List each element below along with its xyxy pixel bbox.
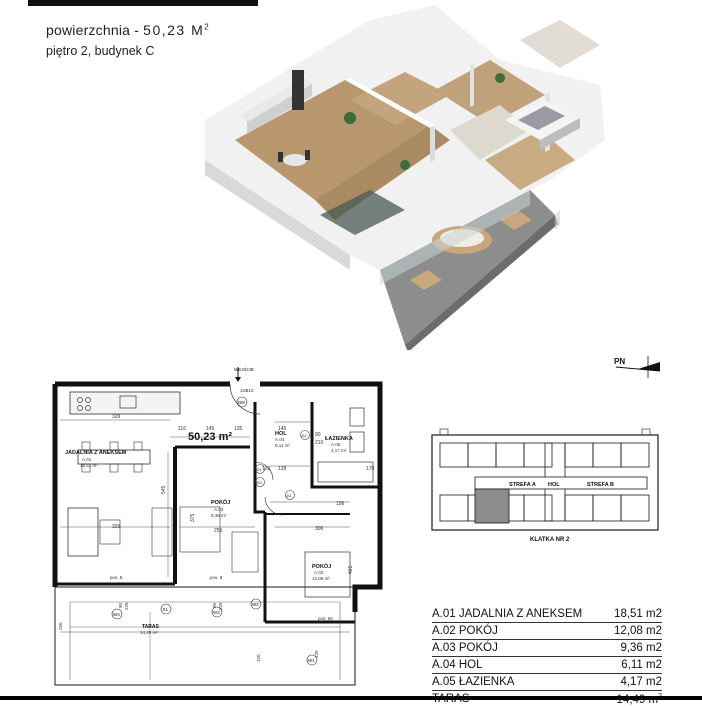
tag-d2: D2 bbox=[302, 433, 308, 438]
area-row-value: 4,17 m2 bbox=[606, 674, 662, 691]
hall-area: 6,11 m² bbox=[275, 443, 290, 448]
dim-250: 250 bbox=[58, 622, 63, 630]
area-row-value: 12,08 m2 bbox=[606, 623, 662, 640]
room3-code: A.03 bbox=[214, 507, 224, 512]
floor-plan bbox=[50, 362, 400, 692]
terrace-name: TARAS bbox=[142, 624, 160, 630]
dim-545: 545 bbox=[161, 485, 167, 494]
dim-135: 135 bbox=[234, 426, 243, 432]
tag-w1: W1 bbox=[308, 658, 315, 663]
building-key-plan bbox=[405, 425, 675, 545]
dim-120-a: 120 bbox=[262, 466, 271, 472]
dim-90: 90 bbox=[315, 432, 321, 438]
dim-255: 255 bbox=[214, 528, 223, 534]
living-room-area: 18,51 m² bbox=[80, 463, 98, 468]
dim-120-c: 120 bbox=[256, 654, 261, 662]
dim-145-a: 145 bbox=[206, 426, 215, 432]
table-row bbox=[432, 640, 662, 657]
area-row-value: 18,51 m2 bbox=[606, 606, 662, 623]
dim-210-a: 210 bbox=[246, 388, 254, 393]
plan-total-area: 50,23 m² bbox=[188, 431, 232, 443]
hall-name: HOL bbox=[275, 431, 287, 437]
area-row-label: A.04 HOL bbox=[432, 657, 606, 674]
area-table bbox=[432, 606, 662, 707]
dim-120-b: 120 bbox=[314, 650, 319, 658]
dim-196: 196 bbox=[336, 501, 345, 507]
tag-d1-b: D1 bbox=[287, 493, 293, 498]
room2-name: POKÓJ bbox=[312, 562, 331, 570]
dim-128: 128 bbox=[278, 466, 287, 472]
tag-pos58: pos. 58 bbox=[318, 616, 333, 621]
area-heading-value: 50,23 M bbox=[143, 22, 204, 38]
bath-area: 4,17 m² bbox=[331, 448, 347, 453]
tag-pos8-b: pos. 8 bbox=[210, 575, 223, 580]
tag-w3: W3 bbox=[213, 610, 220, 615]
north-label: PN bbox=[614, 357, 625, 366]
dim-225: 225 bbox=[124, 602, 129, 610]
bath-name: ŁAZIENKA bbox=[325, 436, 353, 442]
tag-s1: S1 bbox=[163, 607, 169, 612]
dim-401: 401 bbox=[348, 565, 354, 574]
keyplan-zone-b: STREFA B bbox=[587, 482, 614, 488]
tag-d1-a: D1 bbox=[257, 467, 263, 472]
area-heading-label: powierzchnia - bbox=[46, 22, 143, 38]
tag-w2: W2 bbox=[252, 602, 259, 607]
keyplan-hol: HOL bbox=[548, 482, 560, 488]
living-room-code: A.01 bbox=[82, 457, 92, 462]
room3-name: POKÓJ bbox=[211, 498, 230, 506]
table-row bbox=[432, 657, 662, 674]
tag-dm: DM bbox=[238, 400, 245, 405]
north-arrow-icon bbox=[608, 350, 668, 380]
tag-pos8-a: pos. 8 bbox=[110, 575, 123, 580]
dim-210-b: 210 bbox=[315, 440, 324, 446]
table-row bbox=[432, 623, 662, 640]
hall-code: A.04 bbox=[275, 437, 285, 442]
table-row bbox=[432, 606, 662, 623]
bath-code: A.05 bbox=[331, 442, 341, 447]
area-heading-unit: 2 bbox=[204, 22, 209, 31]
room3-area: 9,36 m² bbox=[211, 513, 227, 518]
dim-375: 375 bbox=[190, 513, 196, 522]
dim-90-b: 90 bbox=[118, 602, 123, 608]
entry-label: WEJŚCIE bbox=[234, 365, 254, 372]
dim-306: 306 bbox=[315, 526, 324, 532]
dim-225-b: 225 bbox=[218, 602, 223, 610]
room2-area: 12,08 m² bbox=[312, 576, 330, 581]
apartment-3d-render bbox=[200, 0, 630, 350]
bottom-border bbox=[0, 696, 702, 700]
area-row-label: A.01 JADALNIA Z ANEKSEM bbox=[432, 606, 606, 623]
dim-170: 170 bbox=[366, 466, 375, 472]
terrace-area: 14,49 m² bbox=[140, 630, 158, 635]
area-row-label: A.02 POKÓJ bbox=[432, 623, 606, 640]
table-row bbox=[432, 674, 662, 691]
dim-329-bottom: 329 bbox=[112, 524, 121, 530]
area-row-value: 6,11 m2 bbox=[606, 657, 662, 674]
area-row-value: 9,36 m2 bbox=[606, 640, 662, 657]
dim-90-c: 90 bbox=[212, 602, 217, 608]
area-row-label: A.03 POKÓJ bbox=[432, 640, 606, 657]
dim-116: 116 bbox=[178, 426, 186, 432]
keyplan-stair: KLATKA NR 2 bbox=[530, 537, 570, 543]
tag-d3: D3 bbox=[257, 480, 263, 485]
dim-329-top: 329 bbox=[112, 414, 121, 420]
room2-code: A.02 bbox=[314, 570, 324, 575]
floor-building-line: piętro 2, budynek C bbox=[46, 44, 154, 58]
dim-104: 104 bbox=[240, 388, 248, 393]
living-room-name: JADALNIA Z ANEKSEM bbox=[65, 450, 127, 456]
area-heading bbox=[46, 22, 209, 38]
dim-145-b: 145 bbox=[278, 426, 287, 432]
area-row-label: A.05 ŁAZIENKA bbox=[432, 674, 606, 691]
keyplan-zone-a: STREFA A bbox=[509, 482, 536, 488]
tag-w4: W4 bbox=[113, 612, 120, 617]
